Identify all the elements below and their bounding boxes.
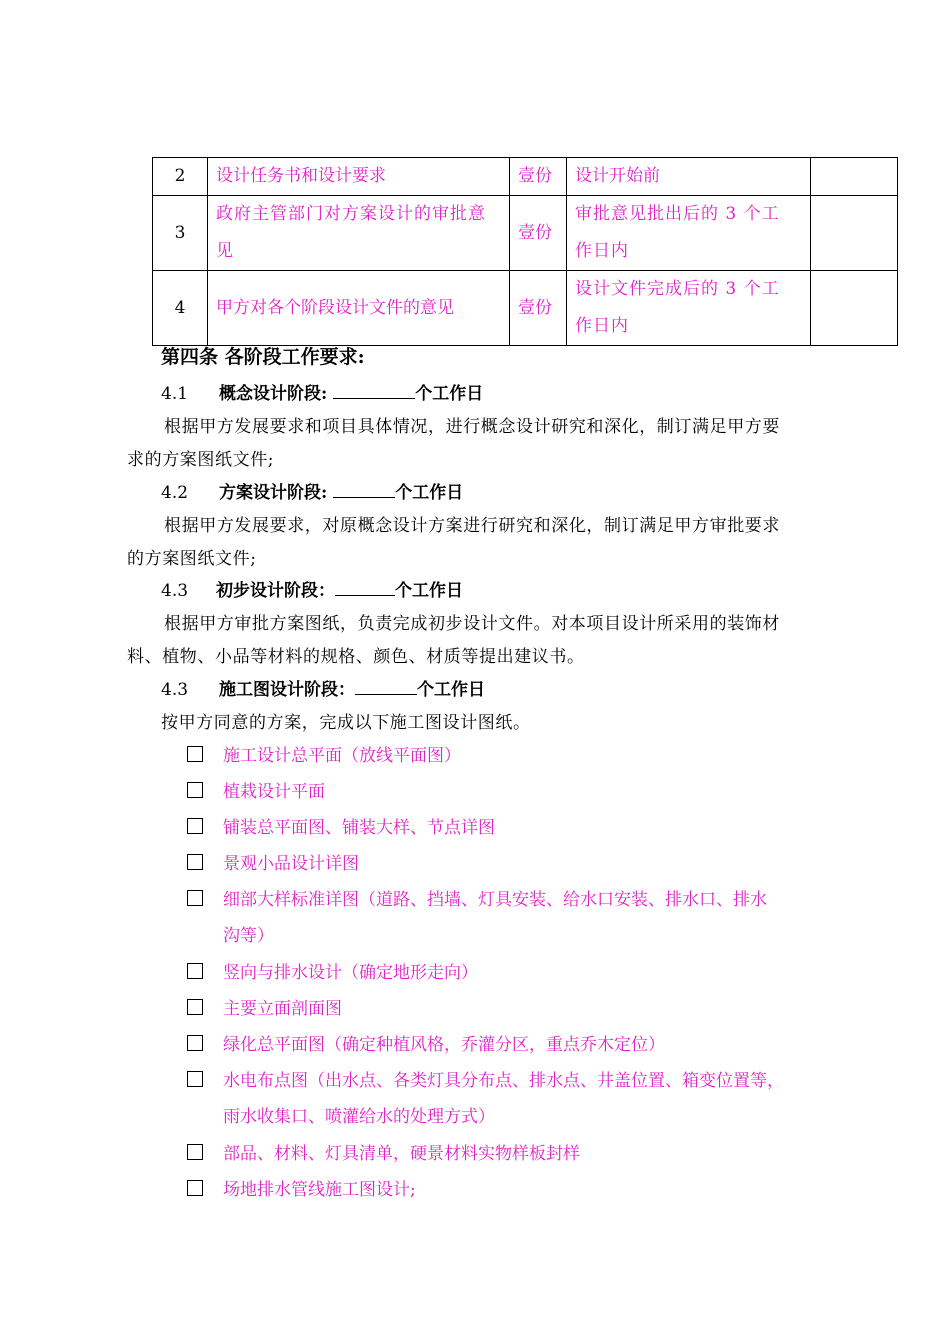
checkbox[interactable] (187, 782, 203, 798)
submit-time (567, 271, 811, 346)
documents-table (152, 157, 898, 346)
checkbox[interactable] (187, 746, 203, 762)
checklist-item-label: 施工设计总平面（放线平面图） (223, 746, 461, 766)
paragraph-line: 的方案图纸文件; (127, 549, 257, 569)
checklist-item (187, 813, 495, 838)
checklist-item-label: 水电布点图（出水点、各类灯具分布点、排水点、井盖位置、箱变位置等， (223, 1071, 784, 1091)
checklist-item-label: 绿化总平面图（确定种植风格，乔灌分区，重点乔木定位） (223, 1035, 665, 1055)
submit-time (567, 196, 811, 271)
checkbox[interactable] (187, 854, 203, 870)
article-title: 第四条 各阶段工作要求: (161, 346, 365, 368)
submit-time-line: 审批意见批出后的 3 个工 (575, 204, 780, 224)
table-row (153, 158, 898, 196)
checklist-item-label: 景观小品设计详图 (223, 854, 359, 874)
section-number: 4.3 (161, 581, 189, 601)
checklist-item (187, 1066, 784, 1091)
copies: 壹份 (510, 196, 567, 271)
checkbox[interactable] (187, 1035, 203, 1051)
checklist-item-label: 场地排水管线施工图设计; (223, 1180, 416, 1200)
checklist-item (187, 958, 478, 983)
submit-time-line: 作日内 (575, 316, 629, 336)
document-name: 设计任务书和设计要求 (208, 158, 510, 196)
checklist-item-label: 植栽设计平面 (223, 782, 325, 802)
table-row (153, 271, 898, 346)
section-unit: 个工作日 (395, 581, 463, 601)
section-heading (161, 576, 463, 601)
paragraph-line: 根据甲方审批方案图纸，负责完成初步设计文件。对本项目设计所采用的装饰材 (164, 614, 780, 634)
section-label: 施工图设计阶段： (219, 680, 355, 700)
note (811, 158, 898, 196)
checklist-item (187, 994, 342, 1019)
paragraph-line: 根据甲方发展要求和项目具体情况，进行概念设计研究和深化，制订满足甲方要 (164, 417, 780, 437)
document-name-line: 见 (216, 241, 234, 261)
checklist-item (187, 1139, 580, 1164)
checklist-item-continuation: 沟等） (223, 926, 274, 946)
checkbox[interactable] (187, 999, 203, 1015)
paragraph-line: 料、植物、小品等材料的规格、颜色、材质等提出建议书。 (127, 647, 585, 667)
table-row (153, 196, 898, 271)
row-number: 4 (153, 271, 208, 346)
checklist-item-continuation: 雨水收集口、喷灌给水的处理方式） (223, 1107, 495, 1127)
section-number: 4.3 (161, 680, 189, 700)
section-number: 4.1 (161, 384, 189, 404)
checkbox[interactable] (187, 1180, 203, 1196)
checklist-item (187, 849, 359, 874)
copies: 壹份 (510, 271, 567, 346)
checklist-item-label: 竖向与排水设计（确定地形走向） (223, 963, 478, 983)
checklist-item (187, 741, 461, 766)
checklist-item-label: 部品、材料、灯具清单，硬景材料实物样板封样 (223, 1144, 580, 1164)
paragraph-line: 按甲方同意的方案，完成以下施工图设计图纸。 (161, 713, 531, 733)
days-blank[interactable] (355, 680, 417, 695)
checkbox[interactable] (187, 963, 203, 979)
note (811, 196, 898, 271)
section-heading (161, 478, 463, 503)
section-unit: 个工作日 (417, 680, 485, 700)
section-label: 概念设计阶段: (219, 384, 328, 404)
checkbox[interactable] (187, 818, 203, 834)
row-number: 3 (153, 196, 208, 271)
document-name (208, 196, 510, 271)
section-unit: 个工作日 (395, 483, 464, 503)
paragraph-line: 求的方案图纸文件; (127, 450, 275, 470)
days-blank[interactable] (333, 384, 415, 399)
checklist-item-label: 铺装总平面图、铺装大样、节点详图 (223, 818, 495, 838)
document-name-line: 政府主管部门对方案设计的审批意 (216, 204, 486, 224)
copies: 壹份 (510, 158, 567, 196)
checklist-item (187, 885, 767, 910)
submit-time-line: 设计文件完成后的 3 个工 (575, 279, 780, 299)
section-label: 方案设计阶段: (219, 483, 328, 503)
submit-time: 设计开始前 (567, 158, 811, 196)
paragraph-line: 根据甲方发展要求，对原概念设计方案进行研究和深化，制订满足甲方审批要求 (164, 516, 780, 536)
checklist-item (187, 1175, 416, 1200)
checklist-item (187, 1030, 665, 1055)
checkbox[interactable] (187, 1144, 203, 1160)
days-blank[interactable] (333, 483, 395, 498)
checklist-item-label: 细部大样标准详图（道路、挡墙、灯具安装、给水口安装、排水口、排水 (223, 890, 767, 910)
checklist-item (187, 777, 325, 802)
section-label: 初步设计阶段： (216, 581, 335, 601)
checkbox[interactable] (187, 1071, 203, 1087)
checkbox[interactable] (187, 890, 203, 906)
section-heading (161, 379, 483, 404)
row-number: 2 (153, 158, 208, 196)
section-number: 4.2 (161, 483, 189, 503)
section-unit: 个工作日 (415, 384, 484, 404)
checklist-item-label: 主要立面剖面图 (223, 999, 342, 1019)
document-name: 甲方对各个阶段设计文件的意见 (208, 271, 510, 346)
submit-time-line: 作日内 (575, 241, 629, 261)
note (811, 271, 898, 346)
section-heading (161, 675, 485, 700)
days-blank[interactable] (335, 581, 395, 596)
